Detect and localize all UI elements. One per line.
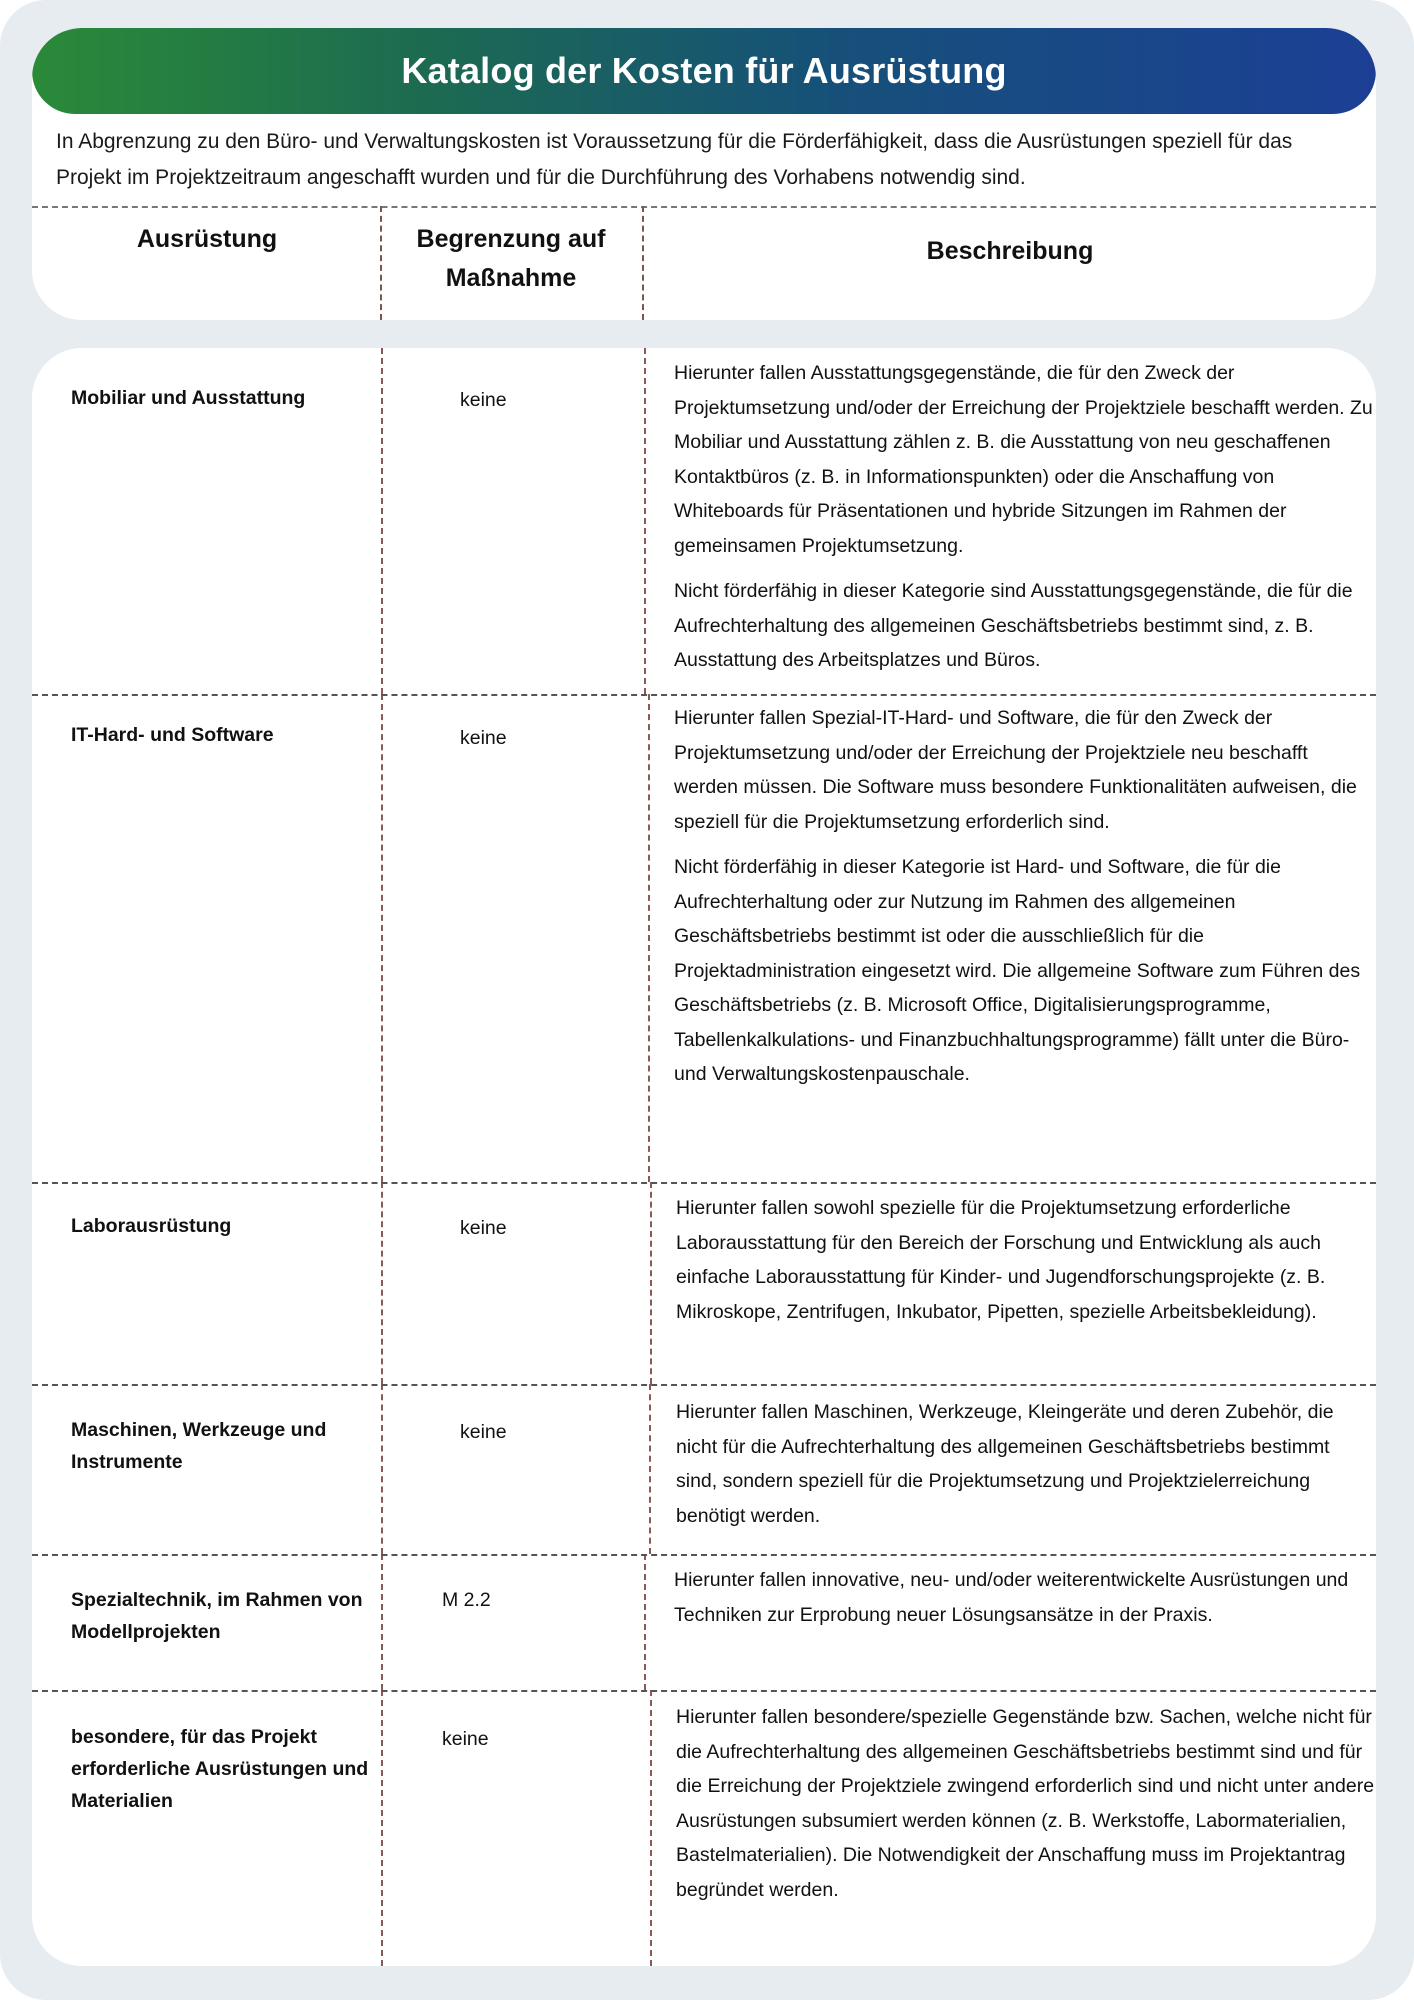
equipment-cell: besondere, für das Projekt erforderliche Ausrüstungen und Materialien: [71, 1726, 369, 1812]
description-paragraph: Nicht förderfähig in dieser Kategorie ist Hard- und Software, die für die Aufrechterhaltung oder zur Nutzung im Rahmen des allgemeinen Geschäftsbetriebs bestimmt ist oder die ausschließlich für die Projektadministration eingesetzt wird. Die allgemeine Software zum Führen des Geschäftsbetriebs (z. B. Microsoft Office, Digitalisierungsprogramme, Tabellenkalkulations- und Finanzbuchhaltungsprogramme) fällt unter die Büro- und Verwaltungskostenpauschale.: [674, 856, 1361, 1085]
row-divider: [32, 1182, 1376, 1184]
column-divider: [381, 694, 383, 1182]
equipment-cell: Spezialtechnik, im Rahmen von Modellprojekten: [71, 1589, 363, 1643]
column-divider: [381, 348, 383, 694]
column-divider: [650, 1182, 652, 1384]
intro-text: In Abgrenzung zu den Büro- und Verwaltungskosten ist Voraussetzung für die Förderfähigkeit, dass die Ausrüstungen speziell für das Projekt im Projektzeitraum angeschafft wurden und für die Durchführung des Vorhabens notwendig sind.: [56, 130, 1293, 189]
description-paragraph: Nicht förderfähig in dieser Kategorie sind Ausstattungsgegenstände, die für die Aufrechterhaltung des allgemeinen Geschäftsbetriebs bestimmt sind, z. B. Ausstattung des Arbeitsplatzes und Büros.: [674, 580, 1353, 671]
column-divider: [644, 348, 646, 694]
equipment-cell: IT-Hard- und Software: [71, 724, 274, 746]
column-divider: [648, 694, 650, 1182]
row-divider: [32, 1384, 1376, 1386]
column-header-equipment: Ausrüstung: [136, 225, 278, 253]
header-divider: [32, 206, 1376, 208]
equipment-cell: Maschinen, Werkzeuge und Instrumente: [71, 1419, 327, 1473]
description-paragraph: Hierunter fallen besondere/spezielle Gegenstände bzw. Sachen, welche nicht für die Aufrechterhaltung des allgemeinen Geschäftsbetriebs bestimmt sind und für die Erreichung der Projektziele zwingend erforderlich sind und nicht unter andere Ausrüstungen subsumiert werden können (z. B. Werkstoffe, Labormaterialien, Bastelmaterialien). Die Notwendigkeit der Anschaffung muss im Projektantrag begründet werden.: [676, 1706, 1375, 1901]
column-divider: [644, 1554, 646, 1690]
description-paragraph: Hierunter fallen Spezial-IT-Hard- und Software, die für den Zweck der Projektumsetzung und/oder der Erreichung der Projektziele neu beschafft werden müssen. Die Software muss besondere Funktionalitäten aufweisen, die speziell für die Projektumsetzung erforderlich sind.: [674, 707, 1357, 833]
row-divider: [32, 1690, 1376, 1692]
limitation-cell: keine: [460, 1421, 507, 1443]
description-cell: [676, 1395, 1376, 1533]
column-divider: [381, 1690, 383, 1966]
catalog-table: [32, 348, 1376, 1966]
column-divider: [381, 1384, 383, 1554]
description-cell: [674, 356, 1374, 678]
description-cell: [676, 1700, 1376, 1907]
column-divider: [650, 1690, 652, 1966]
limitation-cell: keine: [442, 1728, 489, 1750]
column-divider: [381, 1554, 383, 1690]
description-paragraph: Hierunter fallen sowohl spezielle für die Projektumsetzung erforderliche Laborausstattung für den Bereich der Forschung und Entwicklung als auch einfache Laborausstattung für Kinder- und Jugendforschungsprojekte (z. B. Mikroskope, Zentrifugen, Inkubator, Pipetten, spezielle Arbeitsbekleidung).: [676, 1197, 1326, 1323]
row-divider: [32, 694, 1376, 696]
limitation-cell: keine: [460, 1217, 507, 1239]
catalog-header: [32, 28, 1376, 320]
row-divider: [32, 1554, 1376, 1556]
limitation-cell: keine: [460, 389, 507, 411]
description-paragraph: Hierunter fallen Ausstattungsgegenstände, die für den Zweck der Projektumsetzung und/oder der Erreichung der Projektziele beschafft werden. Zu Mobiliar und Ausstattung zählen z. B. die Ausstattung von neu geschaffenen Kontaktbüros (z. B. in Informationspunkten) oder die Anschaffung von Whiteboards für Präsentationen und hybride Sitzungen im Rahmen der gemeinsamen Projektumsetzung.: [674, 362, 1373, 557]
column-divider: [381, 1182, 383, 1384]
description-cell: [674, 1563, 1374, 1632]
description-paragraph: Hierunter fallen innovative, neu- und/oder weiterentwickelte Ausrüstungen und Techniken zur Erprobung neuer Lösungsansätze in der Praxis.: [674, 1569, 1349, 1626]
title-banner: [32, 28, 1376, 114]
limitation-cell: M 2.2: [442, 1589, 491, 1611]
equipment-cell: Laborausrüstung: [71, 1215, 232, 1237]
column-header-description: Beschreibung: [926, 237, 1094, 265]
description-cell: [676, 1191, 1376, 1329]
equipment-cell: Mobiliar und Ausstattung: [71, 387, 306, 409]
limitation-cell: keine: [460, 727, 507, 749]
page-title: Katalog der Kosten für Ausrüstung: [401, 50, 1007, 91]
description-cell: [674, 701, 1374, 1092]
description-paragraph: Hierunter fallen Maschinen, Werkzeuge, Kleingeräte und deren Zubehör, die nicht für die Aufrechterhaltung des allgemeinen Geschäftsbetriebs bestimmt sind, sondern speziell für die Projektumsetzung und Projektzielerreichung benötigt werden.: [676, 1401, 1334, 1527]
column-header-limitation: Begrenzung auf Maßnahme: [416, 225, 606, 292]
column-divider: [649, 1384, 651, 1554]
